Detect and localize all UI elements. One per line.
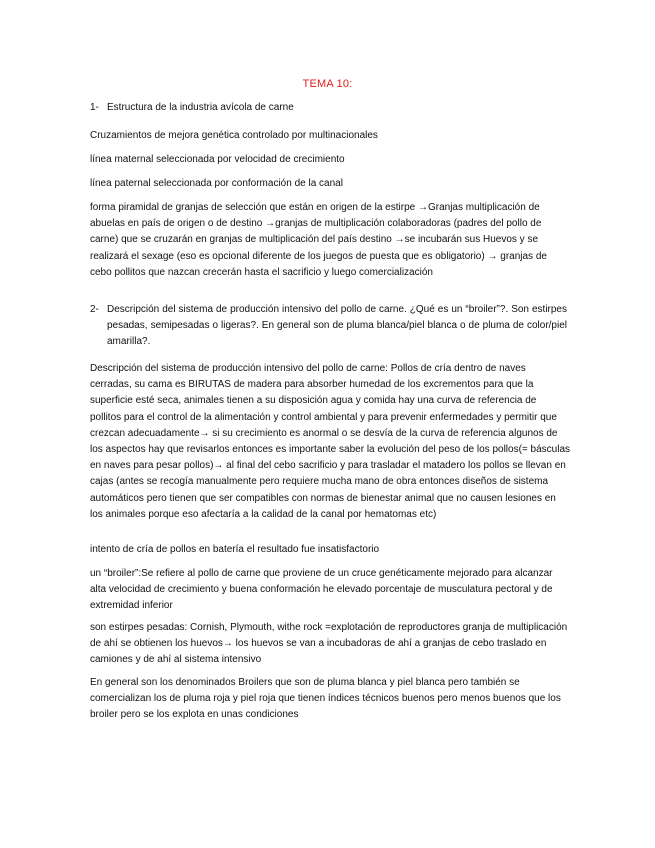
paragraph-plumage-types: En general son los denominados Broilers que son de pluma blanca y piel blanca pero también se comercializan los de pluma roja y piel roja que tienen índices técnicos buenos pero menos buenos que los broiler pero se los explota en unas condiciones [90,677,561,721]
paragraph-battery-rearing: intento de cría de pollos en batería el resultado fue insatisfactorio [90,544,380,555]
paragraph-heavy-strains: son estirpes pesadas: Cornish, Plymouth, withe rock =explotación de reproductores granja de multiplicación de ahí se obtienen los huevos→ los huevos se van a incubadoras de ahí a granjas de cebo traslado en camiones y de ahí al sistema intensivo [90,622,568,666]
paragraph-paternal-line: línea paternal seleccionada por conformación de la canal [90,178,343,189]
paragraph-pyramid-structure: forma piramidal de granjas de selección que están en origen de la estirpe →Granjas multiplicación de abuelas en país de origen o de destino →granjas de multiplicación colaboradoras (padres del pollo de carne) que se cruzarán en granjas de multiplicación del país destino →se incubarán sus Huevos y se realizará el sexage (eso es opcional diferente de los juegos de puesta que es obligatorio) → granjas de cebo pollitos que nazcan crecerán hasta el sacrificio y luego comercialización [90,202,547,278]
document-title: TEMA 10: [302,78,353,90]
section-2-number: 2- [90,304,99,315]
paragraph-maternal-line: línea maternal seleccionada por velocidad de crecimiento [90,154,345,165]
paragraph-intensive-system: Descripción del sistema de producción intensivo del pollo de carne: Pollos de cría dentro de naves cerradas, su cama es BIRUTAS de madera para absorber humedad de los excrementos para que la superficie esté seca, animales tienen a su disposición agua y comida hay una curva de referencia de pollitos para el control de la alimentación y control ambiental y para prevenir enfermedades y permitir que crezcan adecuadamente→ si su crecimiento es anormal o se desvía de la curva de referencia algunos de los aspectos hay que revisarlos entonces es importante saber la evolución del peso de los pollos(= básculas en naves para pesar pollos)→ al final del cebo sacrificio y para trasladar el matadero los pollos se llevan en cajas (antes se recogía manualmente pero requiere mucha mano de obra entonces diseños de sistema automáticos pero tienen que ser compatibles con normas de bienestar animal que no causen lesiones en los animales porque eso afectaría a la calidad de la canal por hematomas etc) [90,363,570,520]
section-1-number: 1- [90,102,99,113]
section-1-heading: Estructura de la industria avícola de carne [107,102,294,113]
paragraph-broiler-definition: un “broiler”:Se refiere al pollo de carne que proviene de un cruce genéticamente mejorado para alcanzar alta velocidad de crecimiento y buena conformación he elevado porcentaje de musculatura pectoral y de extremidad inferior [90,568,553,612]
section-2-heading: Descripción del sistema de producción intensivo del pollo de carne. ¿Qué es un “broiler”?. Son estirpes pesadas, semipesadas o ligeras?. En general son de pluma blanca/piel blanca o de pluma de color/piel amarilla?. [107,304,567,348]
paragraph-genetic-crossbreeding: Cruzamientos de mejora genética controlado por multinacionales [90,130,378,141]
